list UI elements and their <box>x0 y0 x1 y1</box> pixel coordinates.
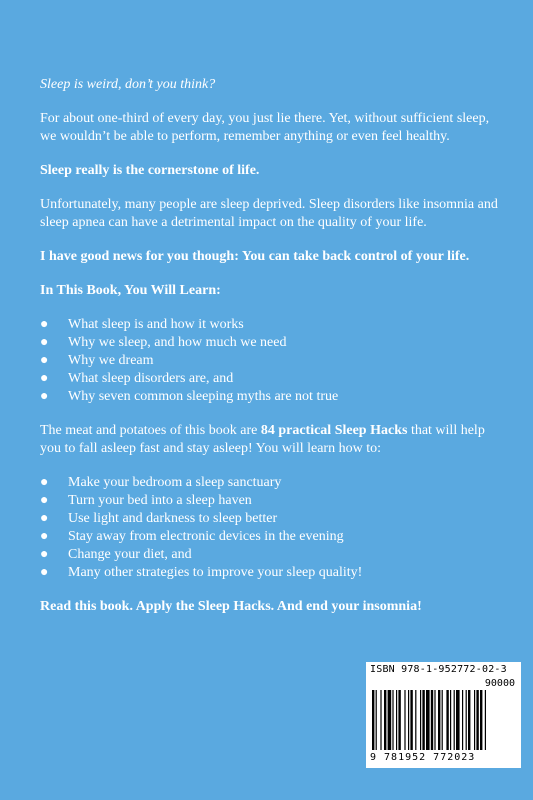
bullet-icon: ● <box>40 493 49 508</box>
list-item: ● What sleep disorders are, and <box>40 371 234 386</box>
list-item: ● Stay away from electronic devices in the evening <box>40 529 344 544</box>
paragraph-intro: For about one-third of every day, you just lie there. Yet, without sufficient sleep, we wouldn’t be able to perform, remember anything or even feel healthy. <box>40 111 490 144</box>
bullet-icon: ● <box>40 335 49 350</box>
list-item: ● Why we sleep, and how much we need <box>40 335 287 350</box>
bullet-icon: ● <box>40 511 49 526</box>
barcode-digits: 9 781952 772023 <box>370 752 476 763</box>
list-item: ● Why we dream <box>40 353 154 368</box>
paragraph-sleep-hacks: The meat and potatoes of this book are 84 practical Sleep Hacks that will help you to fall asleep fast and stay asleep! You will learn how to: <box>40 423 485 456</box>
learn-heading: In This Book, You Will Learn: <box>40 283 221 298</box>
closing-statement: Read this book. Apply the Sleep Hacks. And end your insomnia! <box>40 599 422 614</box>
barcode-bars-icon <box>372 690 516 750</box>
list-item: ● Turn your bed into a sleep haven <box>40 493 252 508</box>
list-item: ● Make your bedroom a sleep sanctuary <box>40 475 282 490</box>
howto-list <box>40 474 502 582</box>
bullet-icon: ● <box>40 529 49 544</box>
bullet-icon: ● <box>40 389 49 404</box>
list-item: ● Change your diet, and <box>40 547 192 562</box>
bullet-icon: ● <box>40 371 49 386</box>
learn-list <box>40 316 502 406</box>
list-item: ● Many other strategies to improve your sleep quality! <box>40 565 363 580</box>
sleep-hacks-count: 84 practical Sleep Hacks <box>260 423 408 438</box>
price-code: 90000 <box>484 678 515 689</box>
isbn-number: ISBN 978-1-952772-02-3 <box>370 664 507 675</box>
bullet-icon: ● <box>40 475 49 490</box>
bullet-icon: ● <box>40 565 49 580</box>
list-item: ● Why seven common sleeping myths are not true <box>40 389 339 404</box>
list-item: ● Use light and darkness to sleep better <box>40 511 278 526</box>
back-cover-text <box>40 76 502 632</box>
good-news-statement: I have good news for you though: You can take back control of your life. <box>40 249 470 264</box>
list-item: ● What sleep is and how it works <box>40 317 244 332</box>
bullet-icon: ● <box>40 317 49 332</box>
bullet-icon: ● <box>40 547 49 562</box>
bullet-icon: ● <box>40 353 49 368</box>
cornerstone-statement: Sleep really is the cornerstone of life. <box>40 163 260 178</box>
intro-question: Sleep is weird, don’t you think? <box>40 77 216 92</box>
isbn-barcode <box>366 662 521 768</box>
paragraph-deprivation: Unfortunately, many people are sleep deprived. Sleep disorders like insomnia and sleep apnea can have a detrimental impact on the quality of your life. <box>40 197 498 230</box>
